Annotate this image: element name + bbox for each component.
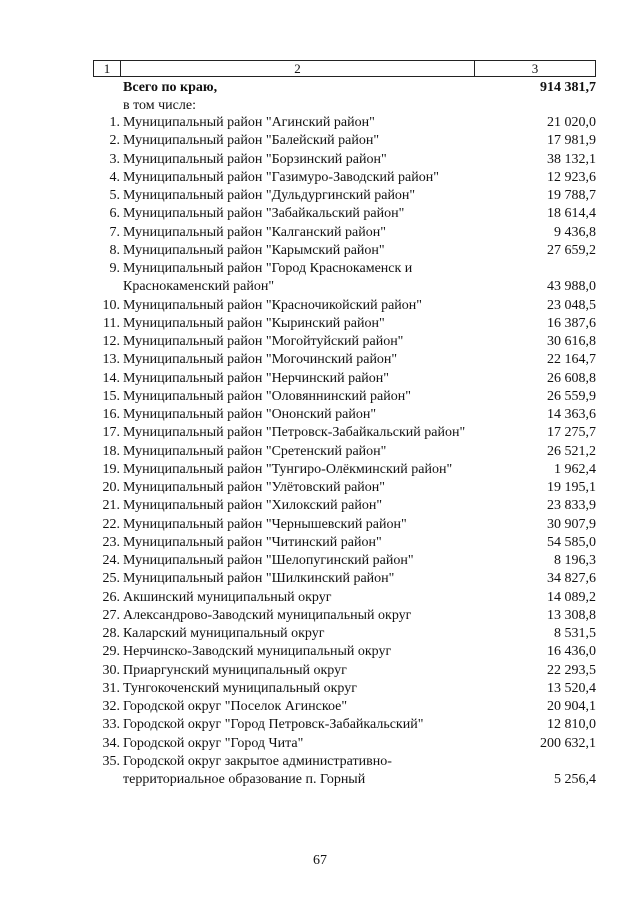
- row-value: 5 256,4: [554, 772, 596, 787]
- row-number: 31.: [102, 680, 120, 696]
- table-row: [0, 224, 640, 242]
- table-row: [0, 424, 640, 442]
- row-number: 18.: [102, 443, 120, 459]
- row-label: Александрово-Заводский муниципальный округ: [123, 607, 412, 623]
- table-row: [0, 351, 640, 369]
- row-value: 14 089,2: [547, 589, 596, 605]
- table-row: [0, 753, 640, 790]
- table-row: [0, 333, 640, 351]
- table-row: [0, 607, 640, 625]
- row-value: 23 048,5: [547, 297, 596, 313]
- row-label: Муниципальный район "Хилокский район": [123, 498, 383, 514]
- row-label: Муниципальный район "Агинский район": [123, 115, 375, 130]
- row-label: Муниципальный район "Газимуро-Заводский район": [123, 169, 439, 185]
- table-row: [0, 315, 640, 333]
- table-row: [0, 242, 640, 260]
- table-row: [0, 388, 640, 406]
- table-row: [0, 297, 640, 315]
- row-number: 10.: [102, 297, 120, 313]
- row-value: 23 833,9: [547, 498, 596, 514]
- row-label: Муниципальный район "Тунгиро-Олёкминский район": [123, 461, 453, 477]
- table-row: [0, 132, 640, 150]
- row-number: 3.: [109, 151, 120, 167]
- row-number: 35.: [102, 753, 120, 769]
- row-value: 34 827,6: [547, 571, 596, 587]
- table-row: [0, 735, 640, 753]
- row-label: Городской округ "Город Чита": [123, 735, 304, 751]
- row-number: 32.: [102, 699, 120, 714]
- table-row: [0, 589, 640, 607]
- row-number: 16.: [102, 407, 120, 422]
- row-number: 11.: [103, 315, 120, 331]
- row-value: 22 164,7: [547, 352, 596, 368]
- table-row: [0, 552, 640, 570]
- row-number: 1.: [109, 115, 120, 130]
- row-value: 18 614,4: [547, 206, 596, 222]
- row-number: 15.: [102, 388, 120, 404]
- table-row: [0, 114, 640, 132]
- row-label: Муниципальный район "Дульдургинский район": [123, 188, 416, 203]
- row-value: 14 363,6: [547, 407, 596, 422]
- row-number: 25.: [102, 571, 120, 587]
- row-value: 38 132,1: [547, 151, 596, 167]
- row-number: 28.: [102, 626, 120, 641]
- row-value: 30 907,9: [547, 516, 596, 532]
- row-number: 24.: [102, 553, 120, 568]
- row-label: Муниципальный район "Петровск-Забайкальский район": [123, 425, 466, 441]
- row-number: 2.: [109, 133, 120, 149]
- row-value: 26 521,2: [547, 443, 596, 459]
- row-number: 34.: [102, 735, 120, 751]
- row-label: Муниципальный район "Борзинский район": [123, 151, 387, 167]
- table-row: [0, 151, 640, 169]
- table-row: [0, 443, 640, 461]
- row-label: Муниципальный район "Шелопугинский район": [123, 553, 414, 568]
- row-number: 20.: [102, 480, 120, 495]
- row-label: Муниципальный район "Ононский район": [123, 407, 377, 422]
- row-value: 22 293,5: [547, 662, 596, 678]
- row-label: Городской округ закрытое административно-территориальное образование п. Горный: [123, 753, 392, 787]
- row-value: 43 988,0: [547, 279, 596, 295]
- row-label: Муниципальный район "Забайкальский район": [123, 206, 405, 222]
- row-value: 8 196,3: [554, 553, 596, 568]
- table-row: [0, 497, 640, 515]
- row-number: 22.: [102, 516, 120, 532]
- row-number: 5.: [109, 188, 120, 203]
- row-value: 27 659,2: [547, 242, 596, 258]
- row-label: Муниципальный район "Нерчинский район": [123, 370, 389, 386]
- row-number: 14.: [102, 370, 120, 386]
- row-value: 26 608,8: [547, 370, 596, 386]
- row-number: 29.: [102, 644, 120, 660]
- row-value: 13 308,8: [547, 607, 596, 623]
- row-label: Муниципальный район "Красночикойский район": [123, 297, 422, 313]
- row-number: 33.: [102, 717, 120, 733]
- table-row: [0, 406, 640, 424]
- row-value: 16 436,0: [547, 644, 596, 660]
- total-value: 914 381,7: [540, 80, 596, 95]
- row-number: 21.: [102, 498, 120, 514]
- table-row: [0, 516, 640, 534]
- row-label: Городской округ "Город Петровск-Забайкальский": [123, 717, 424, 733]
- row-label: Акшинский муниципальный округ: [123, 589, 332, 605]
- table-row: [0, 205, 640, 223]
- row-label: Муниципальный район "Город Краснокаменск и Краснокаменский район": [123, 261, 413, 295]
- table-row: [0, 187, 640, 205]
- row-value: 54 585,0: [547, 534, 596, 550]
- row-value: 1 962,4: [554, 461, 596, 477]
- row-value: 12 810,0: [547, 717, 596, 733]
- row-number: 8.: [109, 242, 120, 258]
- header-col-1: 1: [94, 61, 121, 76]
- row-label: Тунгокоченский муниципальный округ: [123, 680, 357, 696]
- row-value: 9 436,8: [554, 224, 596, 240]
- table-row: [0, 680, 640, 698]
- row-label: Муниципальный район "Улётовский район": [123, 480, 385, 495]
- table-row: [0, 570, 640, 588]
- row-value: 17 275,7: [547, 425, 596, 441]
- row-label: Муниципальный район "Чернышевский район": [123, 516, 407, 532]
- row-label: Муниципальный район "Оловяннинский район": [123, 388, 411, 404]
- row-value: 12 923,6: [547, 169, 596, 185]
- total-label: Всего по краю,: [123, 80, 218, 95]
- row-value: 26 559,9: [547, 388, 596, 404]
- table-row: [0, 625, 640, 643]
- table-row: [0, 169, 640, 187]
- row-label: Муниципальный район "Могойтуйский район": [123, 334, 404, 349]
- row-value: 200 632,1: [540, 735, 596, 751]
- row-value: 20 904,1: [547, 699, 596, 714]
- table-row: [0, 370, 640, 388]
- row-number: 23.: [102, 534, 120, 550]
- row-number: 30.: [102, 662, 120, 678]
- row-label: Муниципальный район "Балейский район": [123, 133, 380, 149]
- row-number: 12.: [102, 334, 120, 349]
- including-label: в том числе:: [123, 98, 196, 113]
- table-row: [0, 479, 640, 497]
- row-label: Городской округ "Поселок Агинское": [123, 699, 348, 714]
- row-number: 4.: [109, 169, 120, 185]
- row-value: 19 195,1: [547, 480, 596, 495]
- row-value: 30 616,8: [547, 334, 596, 349]
- row-number: 7.: [109, 224, 120, 240]
- table-body: [0, 114, 640, 789]
- table-row: [0, 534, 640, 552]
- row-label: Муниципальный район "Карымский район": [123, 242, 385, 258]
- row-label: Каларский муниципальный округ: [123, 626, 325, 641]
- row-value: 8 531,5: [554, 626, 596, 641]
- header-col-2: 2: [121, 61, 475, 76]
- table-row: [0, 461, 640, 479]
- row-value: 16 387,6: [547, 315, 596, 331]
- row-number: 17.: [102, 425, 120, 441]
- row-number: 19.: [102, 461, 120, 477]
- row-number: 13.: [102, 352, 120, 368]
- page-number: 67: [313, 853, 327, 868]
- row-label: Муниципальный район "Шилкинский район": [123, 571, 395, 587]
- row-label: Приаргунский муниципальный округ: [123, 662, 347, 678]
- row-label: Муниципальный район "Калганский район": [123, 224, 386, 240]
- table-header-row: [93, 60, 596, 77]
- row-number: 26.: [102, 589, 120, 605]
- table-row: [0, 698, 640, 716]
- table-row: [0, 643, 640, 661]
- row-number: 9.: [109, 261, 120, 276]
- header-col-3: 3: [531, 61, 539, 76]
- row-value: 17 981,9: [547, 133, 596, 149]
- row-value: 13 520,4: [547, 680, 596, 696]
- row-value: 19 788,7: [547, 188, 596, 203]
- table-row: [0, 260, 640, 297]
- row-value: 21 020,0: [547, 115, 596, 130]
- table-row: [0, 662, 640, 680]
- row-label: Нерчинско-Заводский муниципальный округ: [123, 644, 392, 660]
- row-label: Муниципальный район "Могочинский район": [123, 352, 398, 368]
- row-number: 27.: [102, 607, 120, 623]
- row-label: Муниципальный район "Читинский район": [123, 534, 382, 550]
- row-label: Муниципальный район "Сретенский район": [123, 443, 387, 459]
- row-label: Муниципальный район "Кыринский район": [123, 315, 385, 331]
- row-number: 6.: [109, 206, 120, 222]
- table-row: [0, 716, 640, 734]
